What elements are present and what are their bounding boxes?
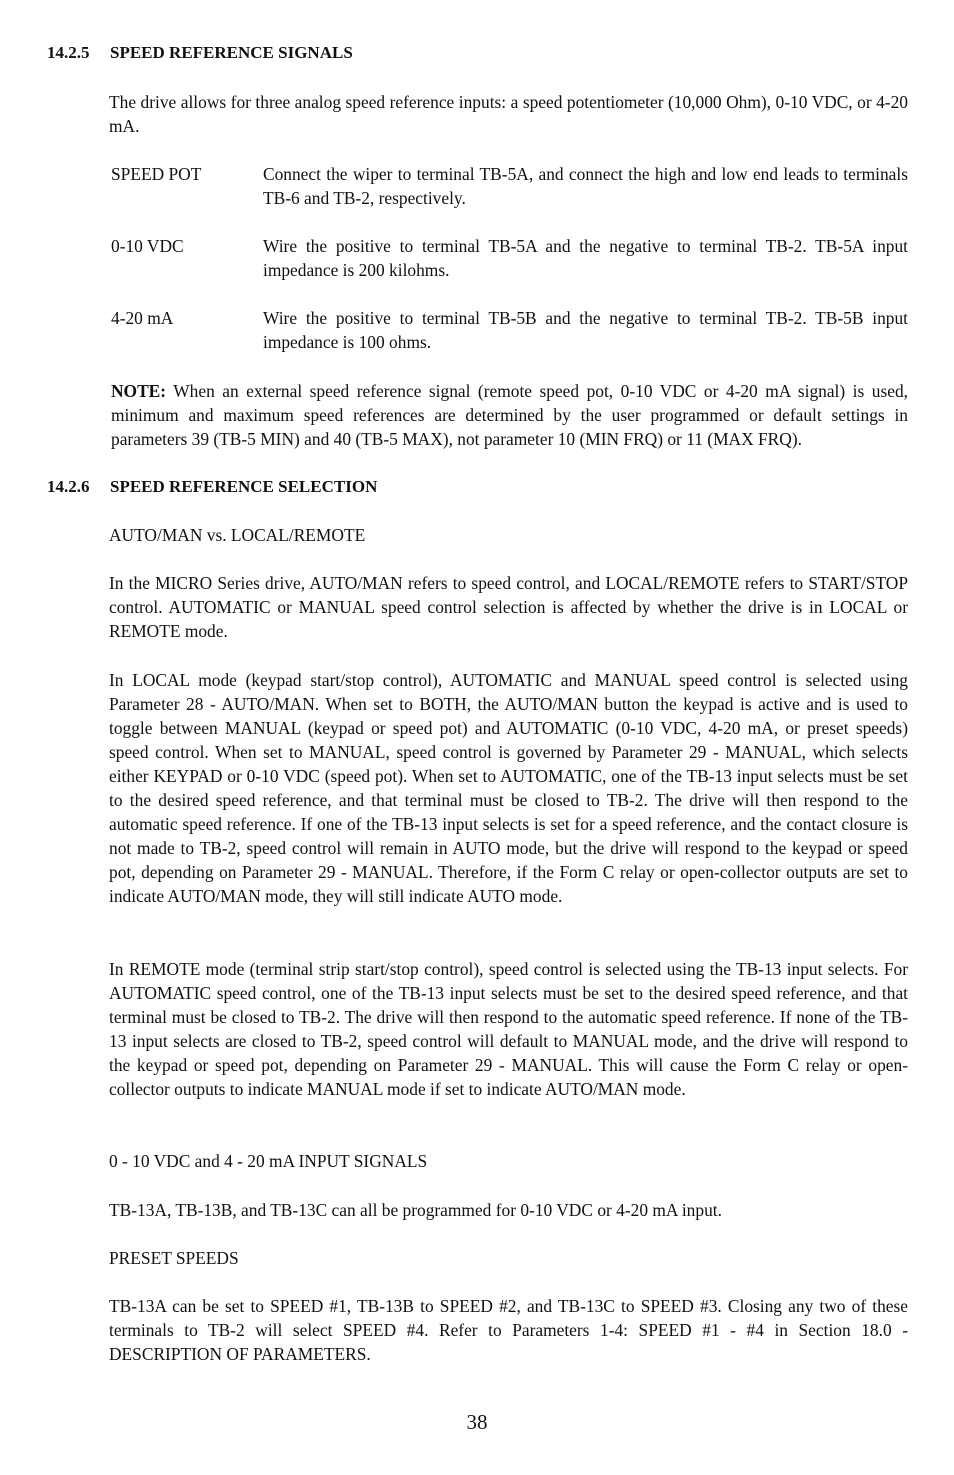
definition-term-0-10-vdc: 0-10 VDC [111, 236, 184, 256]
paragraph-input-signals: TB-13A, TB-13B, and TB-13C can all be programmed for 0-10 VDC or 4-20 mA input. [109, 1200, 722, 1220]
intro-paragraph: The drive allows for three analog speed reference inputs: a speed potentiometer (10,000 Ohm), 0-10 VDC, or 4-20 mA. [109, 92, 908, 136]
subheading-auto-man: AUTO/MAN vs. LOCAL/REMOTE [109, 525, 366, 545]
note-paragraph [111, 379, 908, 451]
paragraph-preset-speeds: TB-13A can be set to SPEED #1, TB-13B to SPEED #2, and TB-13C to SPEED #3. Closing any two of these terminals to TB-2 will select SPEED #4. Refer to Parameters 1-4: SPEED #1 - #4 in Section 18.0 - DESCRIPTION OF PARAMETERS. [109, 1296, 908, 1364]
subheading-input-signals: 0 - 10 VDC and 4 - 20 mA INPUT SIGNALS [109, 1151, 428, 1171]
definition-description-4-20-ma: Wire the positive to terminal TB-5B and the negative to terminal TB-2. TB-5B input impedance is 100 ohms. [263, 308, 908, 352]
section-heading-speed-reference-selection [47, 475, 377, 499]
section-number: 14.2.6 [47, 477, 90, 496]
section-title: SPEED REFERENCE SELECTION [110, 477, 378, 496]
subheading-preset-speeds: PRESET SPEEDS [109, 1248, 239, 1268]
definition-term-4-20-ma: 4-20 mA [111, 308, 174, 328]
definition-term-speed-pot: SPEED POT [111, 164, 202, 184]
section-heading-speed-reference-signals [47, 41, 353, 65]
note-label: NOTE: [111, 381, 167, 401]
note-text: When an external speed reference signal (remote speed pot, 0-10 VDC or 4-20 mA signal) is used, minimum and maximum speed references are determined by the user programmed or default settings in parameters 39 (TB-5 MIN) and 40 (TB-5 MAX), not parameter 10 (MIN FRQ) or 11 (MAX FRQ). [111, 381, 908, 449]
page-number: 38 [466, 1410, 488, 1434]
paragraph-remote-mode: In REMOTE mode (terminal strip start/stop control), speed control is selected using the TB-13 input selects. For AUTOMATIC speed control, one of the TB-13 input selects must be set to the desired speed reference, and that terminal must be closed to TB-2. The drive will then respond to the automatic speed reference. If none of the TB-13 input selects are closed to TB-2, speed control will default to MANUAL mode, and the drive will respond to the keypad or speed pot, depending on Parameter 29 - MANUAL. This will cause the Form C relay or open-collector outputs to indicate MANUAL mode if set to indicate AUTO/MAN mode. [109, 959, 908, 1099]
paragraph-auto-man-definition: In the MICRO Series drive, AUTO/MAN refers to speed control, and LOCAL/REMOTE refers to START/STOP control. AUTOMATIC or MANUAL speed control selection is affected by whether the drive is in LOCAL or REMOTE mode. [109, 573, 908, 641]
definition-description-speed-pot: Connect the wiper to terminal TB-5A, and connect the high and low end leads to terminals TB-6 and TB-2, respectively. [263, 164, 908, 208]
paragraph-local-mode: In LOCAL mode (keypad start/stop control), AUTOMATIC and MANUAL speed control is selected using Parameter 28 - AUTO/MAN. When set to BOTH, the AUTO/MAN button the keypad is active and is used to toggle between MANUAL (keypad or speed pot) and AUTOMATIC (0-10 VDC, 4-20 mA, or preset speeds) speed control. When set to MANUAL, speed control is governed by Parameter 29 - MANUAL, which selects either KEYPAD or 0-10 VDC (speed pot). When set to AUTOMATIC, one of the TB-13 input selects must be set to the desired speed reference, and that terminal must be closed to TB-2. The drive will then respond to the automatic speed reference. If one of the TB-13 input selects is set for a speed reference, and the contact closure is not made to TB-2, speed control will remain in AUTO mode, but the drive will respond to the keypad or speed pot, depending on Parameter 29 - MANUAL. Therefore, if the Form C relay or open-collector outputs are set to indicate AUTO/MAN mode, they will still indicate AUTO mode. [109, 670, 908, 906]
definition-description-0-10-vdc: Wire the positive to terminal TB-5A and the negative to terminal TB-2. TB-5A input impedance is 200 kilohms. [263, 236, 908, 280]
section-number: 14.2.5 [47, 43, 90, 62]
section-title: SPEED REFERENCE SIGNALS [110, 43, 353, 62]
